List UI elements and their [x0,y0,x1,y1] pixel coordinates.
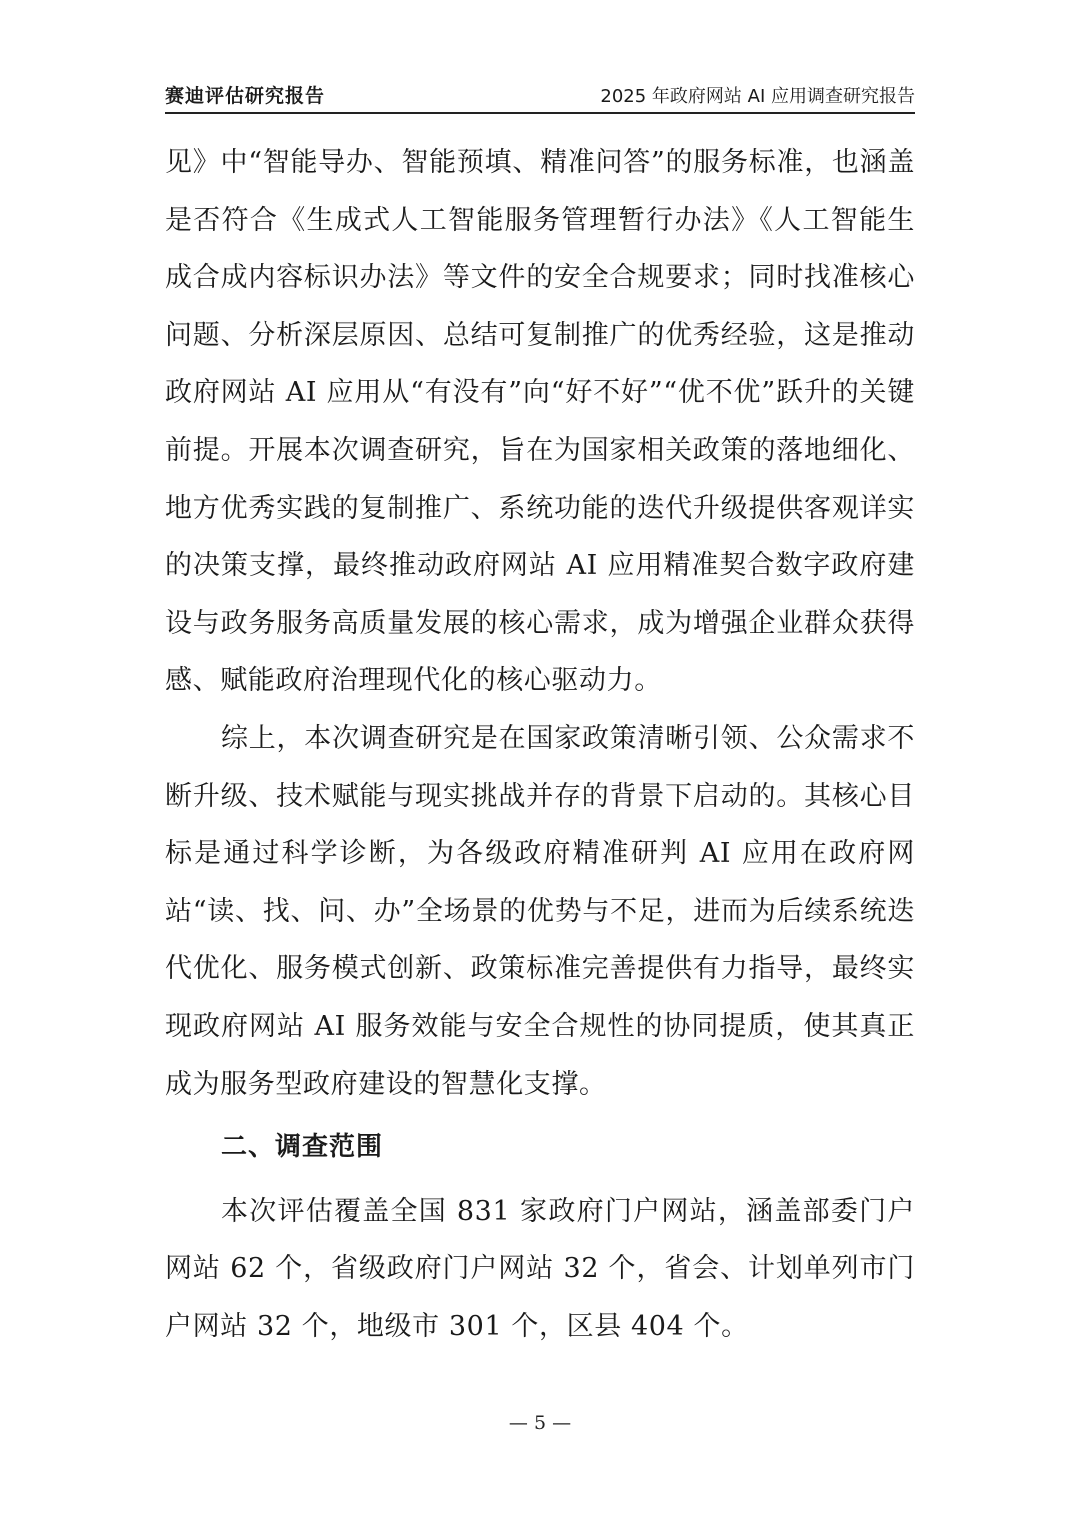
header-publisher: 赛迪评估研究报告 [165,85,326,107]
paragraph-summary: 综上，本次调查研究是在国家政策清晰引领、公众需求不断升级、技术赋能与现实挑战并存的背景下启动的。其核心目标是通过科学诊断，为各级政府精准研判 AI 应用在政府网站“读、找、问、办”全场景的优势与不足，进而为后续系统迭代优化、服务模式创新、政策标准完善提供有力指导，最终实现政府网站 AI 服务效能与安全合规性的协同提质，使其真正成为服务型政府建设的智慧化支撑。 [165,722,915,1100]
paragraph-continued: 见》中“智能导办、智能预填、精准问答”的服务标准，也涵盖是否符合《生成式人工智能服务管理暂行办法》《人工智能生成合成内容标识办法》等文件的安全合规要求；同时找准核心问题、分析深层原因、总结可复制推广的优秀经验，这是推动政府网站 AI 应用从“有没有”向“好不好”“优不优”跃升的关键前提。开展本次调查研究，旨在为国家相关政策的落地细化、地方优秀实践的复制推广、系统功能的迭代升级提供客观详实的决策支撑，最终推动政府网站 AI 应用精准契合数字政府建设与政务服务高质量发展的核心需求，成为增强企业群众获得感、赋能政府治理现代化的核心驱动力。 [165,147,915,697]
page-header [165,74,915,114]
section-heading: 二、调查范围 [221,1132,384,1163]
paragraph-scope: 本次评估覆盖全国 831 家政府门户网站，涵盖部委门户网站 62 个，省级政府门户网站 32 个，省会、计划单列市门户网站 32 个，地级市 301 个，区县 404 个。 [165,1195,915,1342]
header-report-title: 2025 年政府网站 AI 应用调查研究报告 [600,86,915,107]
page-body [165,134,915,1355]
page-number: — 5 — [508,1412,572,1434]
